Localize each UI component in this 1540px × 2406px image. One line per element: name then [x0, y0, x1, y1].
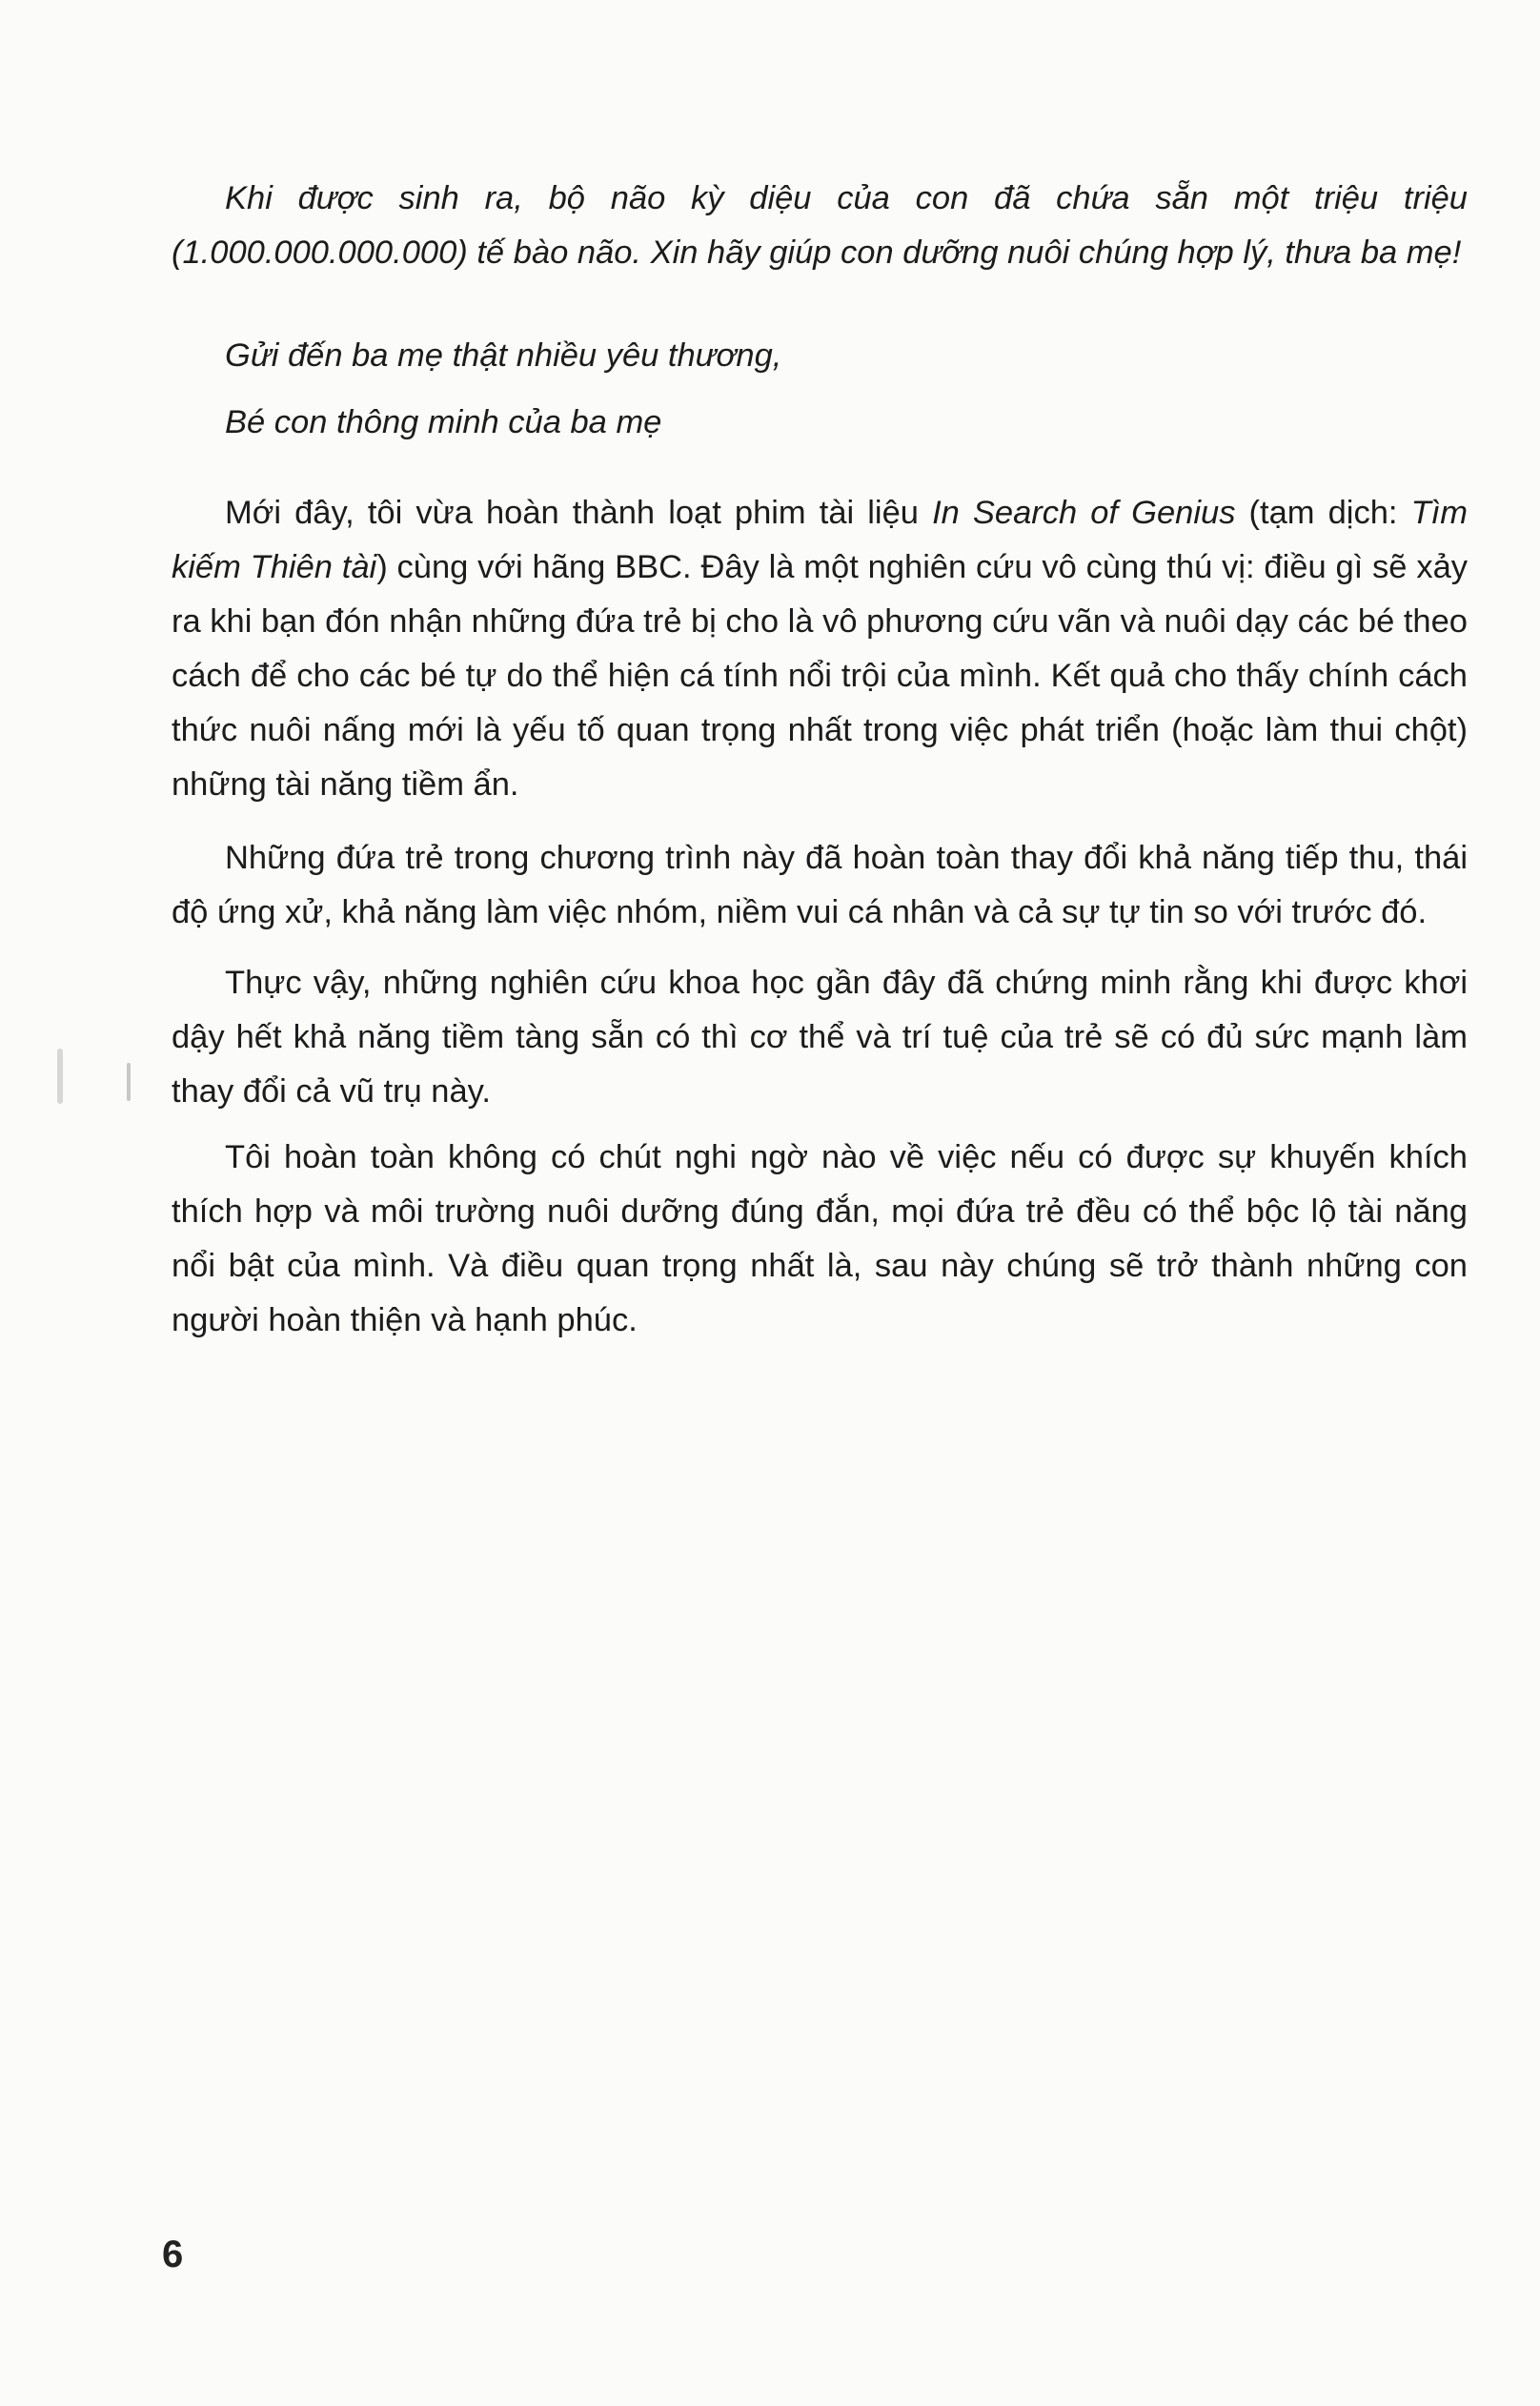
letter-intro-text: Khi được sinh ra, bộ não kỳ diệu của con đã chứa sẵn một triệu triệu (1.000.000.000.000) tế bào não. Xin hãy giúp con dưỡng nuôi chúng hợp lý, thưa ba mẹ!: [172, 180, 1468, 271]
paragraph-2: [172, 831, 1468, 940]
paragraph-2-text: Những đứa trẻ trong chương trình này đã hoàn toàn thay đổi khả năng tiếp thu, thái độ ứng xử, khả năng làm việc nhóm, niềm vui cá nhân và cả sự tự tin so với trước đó.: [172, 840, 1468, 930]
paragraph-3-text: Thực vậy, những nghiên cứu khoa học gần đây đã chứng minh rằng khi được khơi dậy hết khả năng tiềm tàng sẵn có thì cơ thể và trí tuệ của trẻ sẽ có đủ sức mạnh làm thay đổi cả vũ trụ này.: [172, 965, 1468, 1110]
documentary-title-translation: Tìm kiếm Thiên tài: [172, 495, 1468, 585]
paragraph-1: [172, 486, 1468, 812]
p1-mid: (tạm dịch:: [1235, 495, 1411, 531]
p1-start: Mới đây, tôi vừa hoàn thành loạt phim tài liệu: [225, 495, 933, 531]
letter-signoff: [172, 322, 1468, 456]
paragraph-1-text: [172, 486, 1468, 812]
letter-intro: [172, 172, 1468, 280]
p1-end: ) cùng với hãng BBC. Đây là một nghiên cứu vô cùng thú vị: điều gì sẽ xảy ra khi bạn đón nhận những đứa trẻ bị cho là vô phương cứu vãn và nuôi dạy các bé theo cách để cho các bé tự do thể hiện cá tính nổi trội của mình. Kết quả cho thấy chính cách thức nuôi nấng mới là yếu tố quan trọng nhất trong việc phát triển (hoặc làm thui chột) những tài năng tiềm ẩn.: [172, 549, 1469, 803]
letter-signature: Bé con thông minh của ba mẹ: [225, 404, 662, 440]
paragraph-4: [172, 1131, 1468, 1348]
paragraph-3: [172, 956, 1468, 1119]
letter-closing: Gửi đến ba mẹ thật nhiều yêu thương,: [225, 337, 782, 374]
page-number: 6: [162, 2233, 184, 2275]
documentary-title: In Search of Genius: [932, 495, 1236, 531]
paragraph-4-text: Tôi hoàn toàn không có chút nghi ngờ nào về việc nếu có được sự khuyến khích thích hợp và môi trường nuôi dưỡng đúng đắn, mọi đứa trẻ đều có thể bộc lộ tài năng nổi bật của mình. Và điều quan trọng nhất là, sau này chúng sẽ trở thành những con người hoàn thiện và hạnh phúc.: [172, 1139, 1468, 1338]
scan-margin-mark: [57, 1049, 63, 1104]
scan-margin-mark-2: [127, 1063, 131, 1101]
